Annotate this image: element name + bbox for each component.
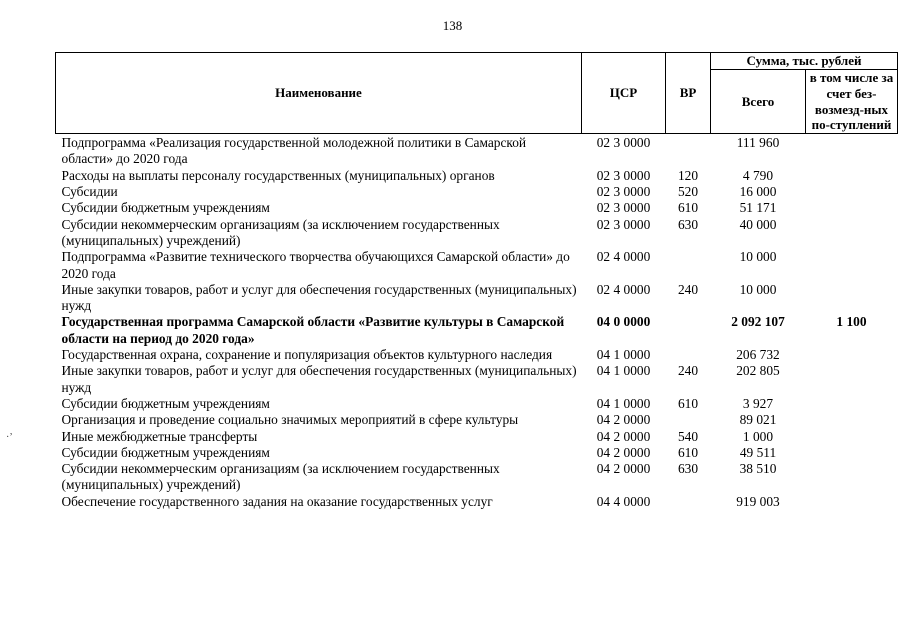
- row-vr: [666, 314, 711, 347]
- row-free: [806, 363, 898, 396]
- scan-mark: ·’: [6, 432, 13, 443]
- row-csr: 02 3 0000: [596, 167, 651, 183]
- row-vr: 630: [677, 461, 699, 477]
- row-name: Подпрограмма «Реализация государственной молодежной политики в Самарской области» до 2020 года: [61, 135, 527, 167]
- row-csr: 04 1 0000: [596, 363, 651, 379]
- table-row: [56, 363, 898, 396]
- header-csr: ЦСР: [582, 53, 666, 134]
- row-csr: 02 3 0000: [596, 200, 651, 216]
- table-row: [56, 347, 898, 363]
- row-total: 1 000: [742, 428, 774, 444]
- row-free: [806, 347, 898, 363]
- row-name: Субсидии бюджетным учреждениям: [61, 444, 270, 460]
- table-row: [56, 168, 898, 184]
- header-free: в том числе за счет без-возмезд-ных по-ступлений: [806, 70, 898, 134]
- row-name: Государственная программа Самарской области «Развитие культуры в Самарской области на период до 2020 года»: [61, 314, 565, 346]
- row-free: [806, 168, 898, 184]
- row-free: [806, 282, 898, 315]
- row-vr: [666, 412, 711, 428]
- row-vr: 240: [677, 363, 699, 379]
- row-free: [806, 184, 898, 200]
- table-row: [56, 184, 898, 200]
- row-total: 51 171: [739, 200, 777, 216]
- table-row: [56, 200, 898, 216]
- table-row: [56, 494, 898, 510]
- row-total: 16 000: [739, 184, 777, 200]
- row-free: 1 100: [836, 314, 867, 330]
- row-total: 38 510: [739, 461, 777, 477]
- row-name: Субсидии некоммерческим организациям (за исключением государственных (муниципальных) учреждений): [61, 461, 500, 493]
- row-vr: [666, 347, 711, 363]
- row-vr: 120: [677, 167, 699, 183]
- table-row: [56, 461, 898, 494]
- header-name: Наименование: [56, 53, 582, 134]
- row-free: [806, 494, 898, 510]
- row-csr: 04 2 0000: [596, 444, 651, 460]
- row-free: [806, 461, 898, 494]
- row-csr: 04 1 0000: [596, 347, 651, 363]
- row-csr: 02 3 0000: [596, 216, 651, 232]
- row-vr: 540: [677, 428, 699, 444]
- table-row: [56, 396, 898, 412]
- table-row: [56, 445, 898, 461]
- row-free: [806, 429, 898, 445]
- row-csr: 02 3 0000: [596, 184, 651, 200]
- row-vr: [666, 494, 711, 510]
- row-vr: 610: [677, 395, 699, 411]
- row-vr: [666, 249, 711, 282]
- row-total: 4 790: [742, 167, 774, 183]
- row-total: 202 805: [736, 363, 780, 379]
- row-total: 89 021: [739, 412, 777, 428]
- row-total: 3 927: [742, 395, 774, 411]
- row-free: [806, 445, 898, 461]
- table-row: [56, 412, 898, 428]
- row-name: Субсидии некоммерческим организациям (за исключением государственных (муниципальных) учреждений): [61, 216, 500, 248]
- row-csr: 02 4 0000: [596, 249, 651, 265]
- row-free: [806, 396, 898, 412]
- row-free: [806, 200, 898, 216]
- header-sum-group: Сумма, тыс. рублей: [711, 53, 898, 70]
- row-vr: 610: [677, 200, 699, 216]
- table-row: [56, 429, 898, 445]
- row-csr: 04 4 0000: [596, 493, 651, 509]
- row-vr: 630: [677, 216, 699, 232]
- row-name: Обеспечение государственного задания на оказание государственных услуг: [61, 493, 493, 509]
- row-total: 919 003: [736, 493, 780, 509]
- row-total: 40 000: [739, 216, 777, 232]
- row-vr: 240: [677, 281, 699, 297]
- row-csr: 04 2 0000: [596, 428, 651, 444]
- table-row: [56, 282, 898, 315]
- row-total: 10 000: [739, 281, 777, 297]
- table-header: [56, 53, 898, 134]
- row-name: Организация и проведение социально значимых мероприятий в сфере культуры: [61, 412, 519, 428]
- row-total: 206 732: [736, 347, 780, 363]
- row-total: 49 511: [739, 444, 777, 460]
- row-total: 10 000: [739, 249, 777, 265]
- row-name: Иные закупки товаров, работ и услуг для обеспечения государственных (муниципальных) нужд: [61, 363, 577, 395]
- budget-table: [55, 52, 898, 510]
- row-csr: 02 3 0000: [596, 135, 651, 151]
- row-csr: 04 0 0000: [596, 314, 651, 330]
- row-name: Субсидии бюджетным учреждениям: [61, 395, 270, 411]
- row-csr: 04 2 0000: [596, 461, 651, 477]
- header-total: Всего: [711, 70, 806, 134]
- table-row: [56, 249, 898, 282]
- row-csr: 04 2 0000: [596, 412, 651, 428]
- table-row: [56, 314, 898, 347]
- table-body: [56, 134, 898, 510]
- row-csr: 02 4 0000: [596, 281, 651, 297]
- row-free: [806, 134, 898, 168]
- table-row: [56, 134, 898, 168]
- row-vr: 520: [677, 184, 699, 200]
- row-name: Субсидии бюджетным учреждениям: [61, 200, 270, 216]
- header-vr: ВР: [666, 53, 711, 134]
- row-name: Иные закупки товаров, работ и услуг для обеспечения государственных (муниципальных) нужд: [61, 281, 577, 314]
- row-free: [806, 217, 898, 250]
- row-free: [806, 249, 898, 282]
- page-number: 138: [442, 18, 463, 33]
- row-name: Расходы на выплаты персоналу государственных (муниципальных) органов: [61, 167, 495, 183]
- row-free: [806, 412, 898, 428]
- row-vr: 610: [677, 444, 699, 460]
- row-name: Государственная охрана, сохранение и популяризация объектов культурного наследия: [61, 347, 553, 363]
- row-total: 2 092 107: [731, 314, 785, 330]
- table-row: [56, 217, 898, 250]
- row-vr: [666, 134, 711, 168]
- row-total: 111 960: [736, 135, 780, 151]
- row-name: Иные межбюджетные трансферты: [61, 428, 258, 444]
- row-name: Субсидии: [61, 184, 118, 200]
- row-name: Подпрограмма «Развитие технического творчества обучающихся Самарской области» до 2020 года: [61, 249, 570, 281]
- row-csr: 04 1 0000: [596, 395, 651, 411]
